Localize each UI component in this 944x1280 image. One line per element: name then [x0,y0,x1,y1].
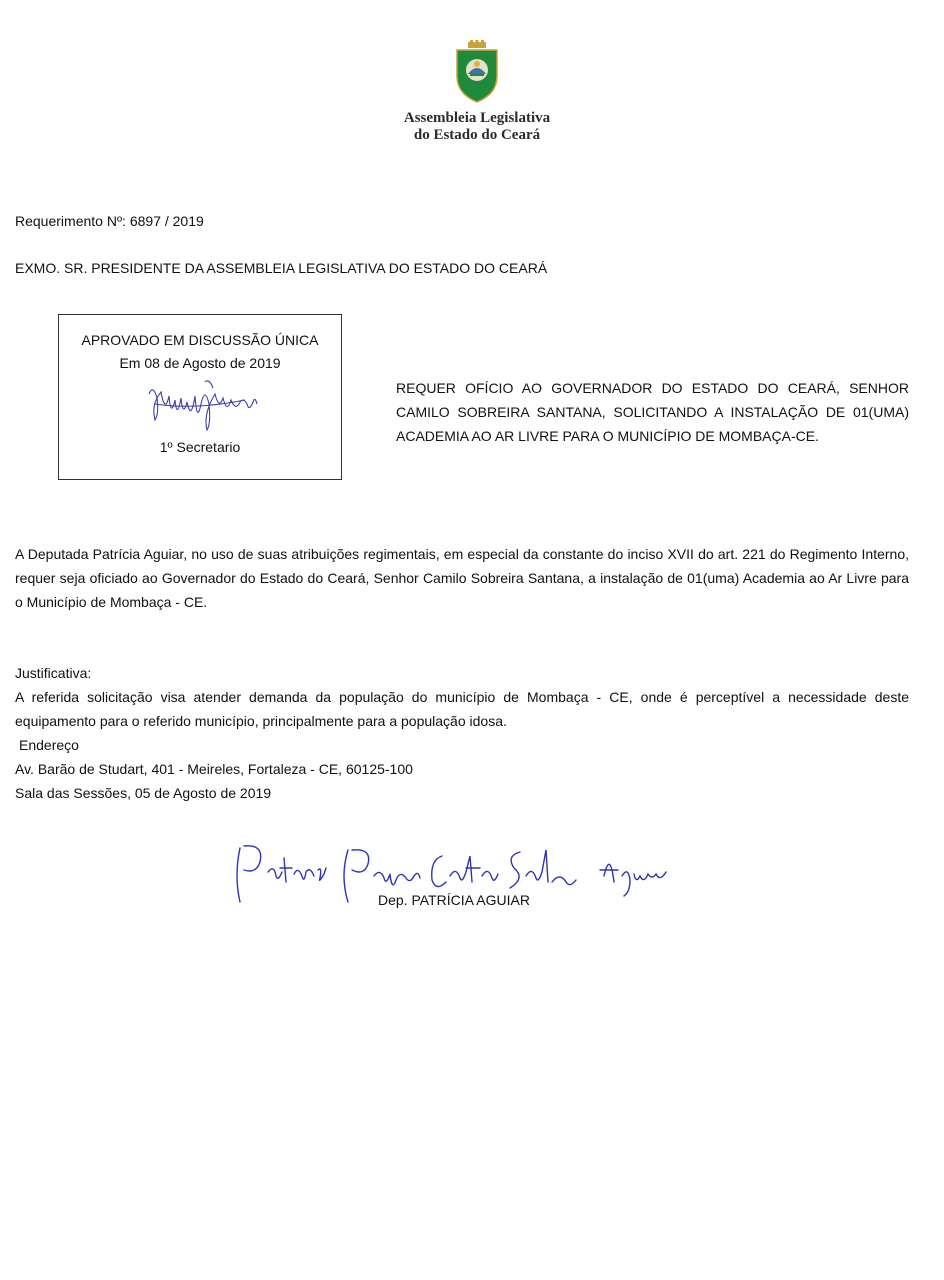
org-name-line1: Assembleia Legislativa [403,110,551,126]
address-text: Av. Barão de Studart, 401 - Meireles, Fortaleza - CE, 60125-100 [15,761,413,777]
approval-stamp [58,314,342,480]
place-date: Sala das Sessões, 05 de Agosto de 2019 [15,785,272,801]
org-name-line2: do Estado do Ceará [413,127,541,143]
stamp-approved-label: APROVADO EM DISCUSSÃO ÚNICA [81,332,319,348]
header-logo [372,40,582,144]
signer-name: Dep. PATRÍCIA AGUIAR [378,892,530,908]
coat-of-arms-icon [451,40,503,104]
secretary-signature-icon [135,374,265,436]
justificativa-text: A referida solicitação visa atender demanda da população do município de Mombaça - CE, onde é perceptível a necessidade deste equipamento para o referido município, principalmente para a população idosa. [15,689,909,729]
justificativa-label: Justificativa: [15,665,92,681]
stamp-date: Em 08 de Agosto de 2019 [119,355,281,371]
addressee-line: EXMO. SR. PRESIDENTE DA ASSEMBLEIA LEGISLATIVA DO ESTADO DO CEARÁ [15,260,548,276]
body-paragraph: A Deputada Patrícia Aguiar, no uso de suas atribuições regimentais, em especial da constante do inciso XVII do art. 221 do Regimento Interno, requer seja oficiado ao Governador do Estado do Ceará, Senhor Camilo Sobreira Santana, a instalação de 01(uma) Academia ao Ar Livre para o Município de Mombaça - CE. [15,546,909,610]
ementa-summary: REQUER OFÍCIO AO GOVERNADOR DO ESTADO DO CEARÁ, SENHOR CAMILO SOBREIRA SANTANA, SOLICITANDO A INSTALAÇÃO DE 01(UMA) ACADEMIA AO AR LIVRE PARA O MUNICÍPIO DE MOMBAÇA-CE. [396,380,909,444]
stamp-secretary-label: 1º Secretario [159,439,241,455]
requerimento-number: Requerimento Nº: 6897 / 2019 [15,213,204,229]
justificativa-section [15,661,909,805]
address-label: Endereço [19,737,79,753]
